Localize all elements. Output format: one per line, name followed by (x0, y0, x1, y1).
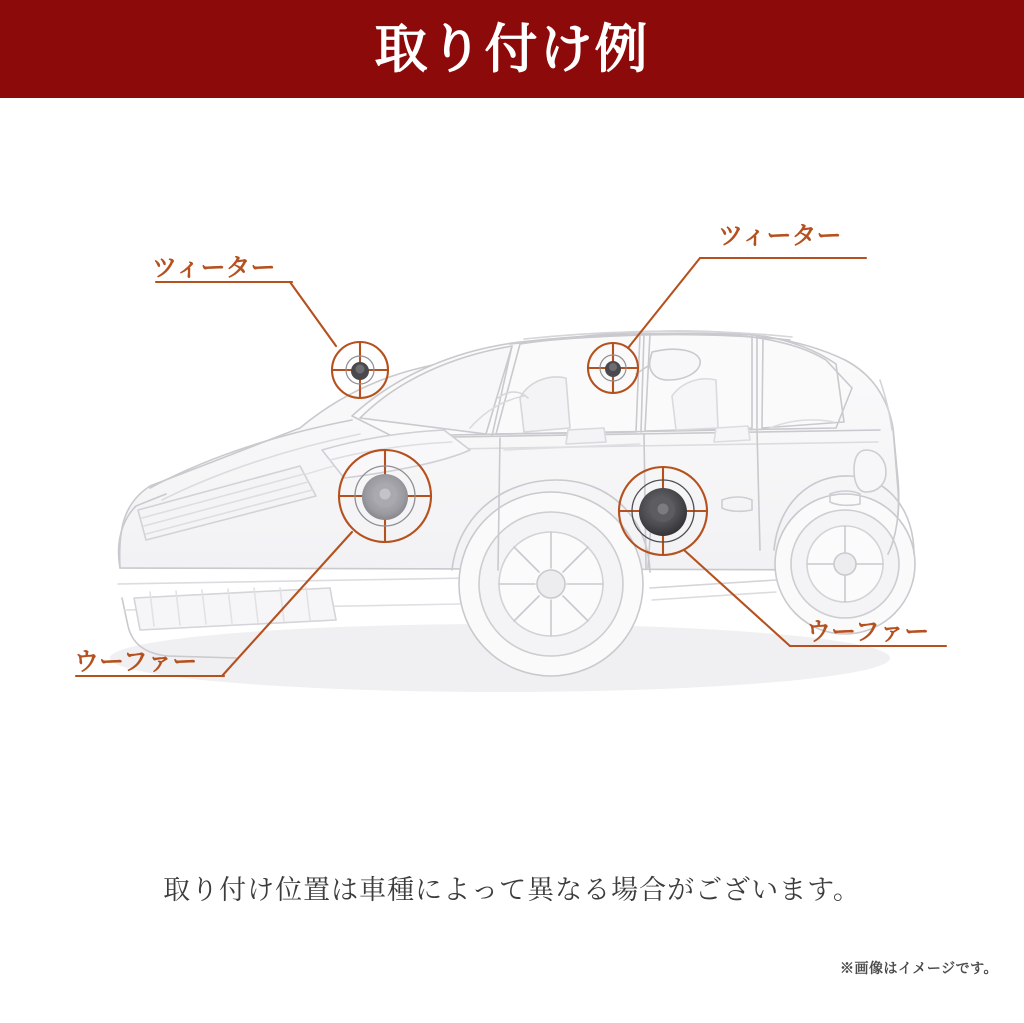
marker-tweeter-front[interactable] (332, 342, 388, 398)
leader-tweeter-front (290, 282, 336, 346)
car-wireframe (118, 331, 915, 676)
header-bar (0, 0, 1024, 98)
front-wheel (459, 492, 643, 676)
label-tweeter-front-left: ツィーター (152, 254, 276, 282)
label-woofer-door: ウーファー (806, 618, 930, 646)
label-tweeter-rear: ツィーター (718, 222, 842, 250)
marker-woofer-door[interactable] (619, 467, 707, 555)
marker-woofer-front[interactable] (339, 450, 431, 542)
installation-note: 取り付け位置は車種によって異なる場合がございます。 (163, 875, 861, 905)
diagram-stage (0, 98, 1024, 858)
image-disclaimer: ※画像はイメージです。 (840, 960, 998, 976)
car-diagram-svg (0, 98, 1024, 858)
page-title: 取り付け例 (374, 19, 650, 79)
rear-wheel (775, 494, 915, 634)
label-woofer-front: ウーファー (74, 648, 198, 676)
marker-tweeter-rear[interactable] (588, 343, 638, 393)
